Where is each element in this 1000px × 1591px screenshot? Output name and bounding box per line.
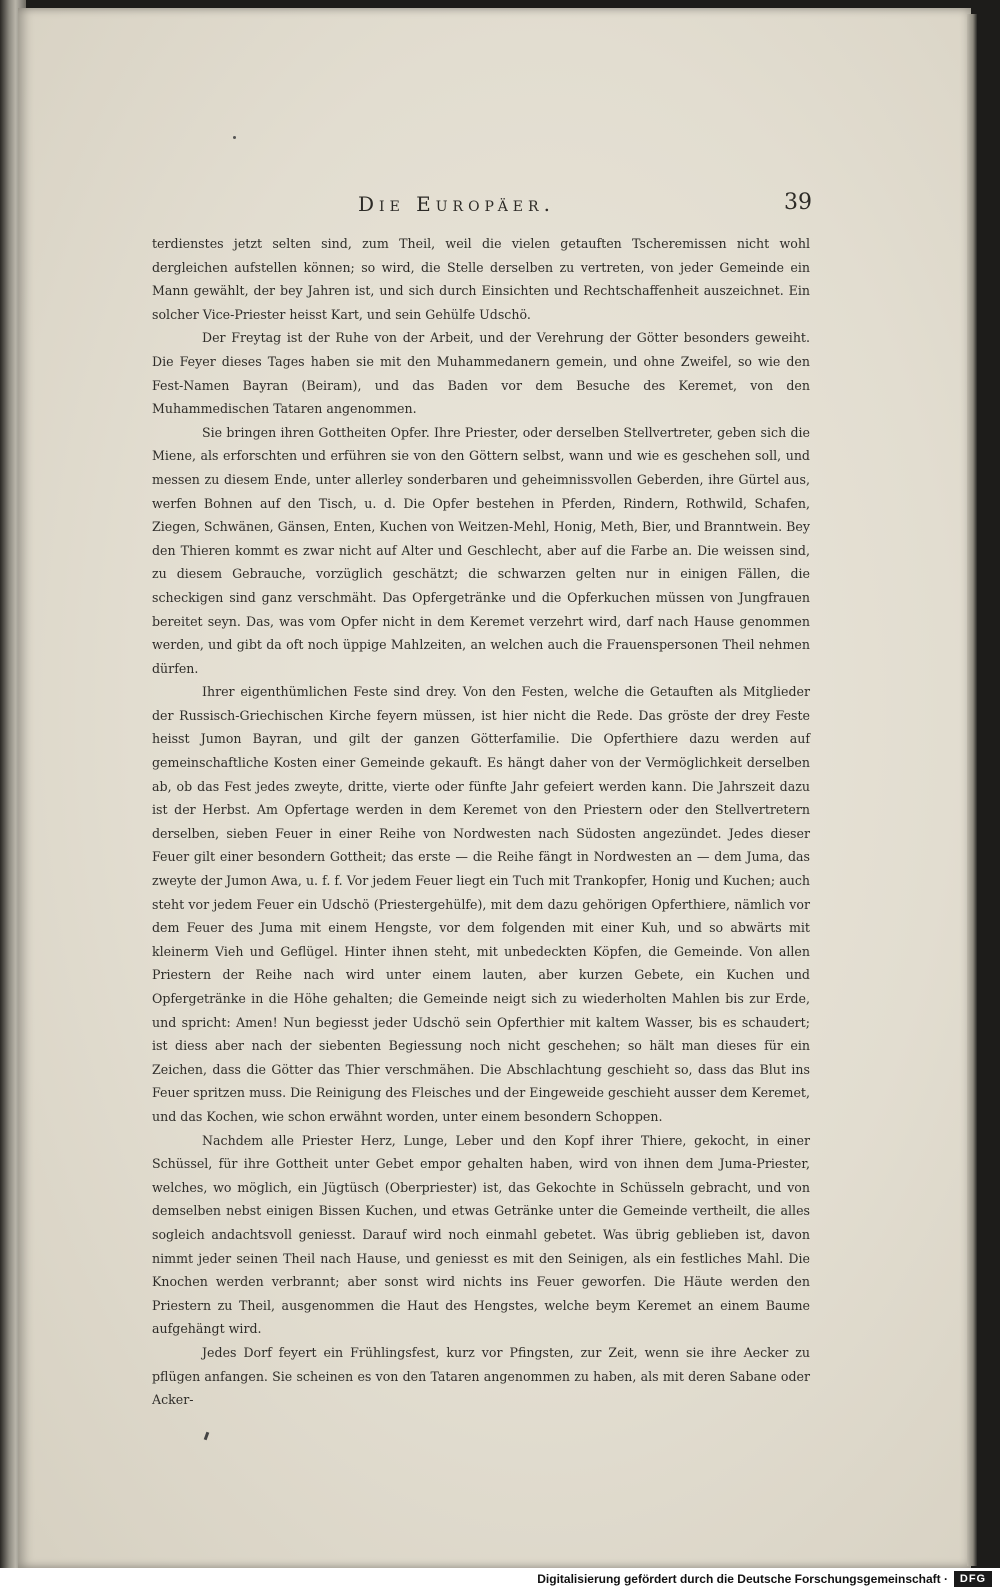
page-number: 39 <box>784 190 812 215</box>
paragraph: Sie bringen ihren Gottheiten Opfer. Ihre Priester, oder derselben Stellvertreter, geben sich die Miene, als erforschten und erführen sie von den Göttern selbst, wann und wie es geschehen soll, und messen zu diesem Ende, unter allerley sonderbaren und geheimnissvollen Geberden, ihre Gürtel aus, werfen Bohnen auf den Tisch, u. d. Die Opfer bestehen in Pferden, Rindern, Rothwild, Schafen, Ziegen, Schwänen, Gänsen, Enten, Kuchen von Weitzen-Mehl, Honig, Meth, Bier, und Branntwein. Bey den Thieren kommt es zwar nicht auf Alter und Geschlecht, aber auf die Farbe an. Die weissen sind, zu diesem Gebrauche, vorzüglich geschätzt; die schwarzen gelten nur in einigen Fällen, die scheckigen sind ganz verschmäht. Das Opfergetränke und die Opferkuchen müssen von Jungfrauen bereitet seyn. Das, was vom Opfer nicht in dem Keremet verzehrt wird, darf nach Hause genommen werden, und gibt da oft noch üppige Mahlzeiten, an welchen auch die Frauenspersonen Theil nehmen dürfen. <box>152 424 810 676</box>
ink-speck <box>233 136 236 139</box>
body-text <box>152 232 810 1408</box>
running-title: Die Europäer. <box>358 192 555 216</box>
footer-bar <box>0 1568 1000 1591</box>
paragraph: terdienstes jetzt selten sind, zum Theil, weil die vielen getauften Tscheremissen nicht wohl dergleichen aufstellen können; so wird, die Stelle derselben zu vertreten, von jeder Gemeinde ein Mann gewählt, der bey Jahren ist, und sich durch Einsichten und Rechtschaffenheit auszeichnet. Ein solcher Vice-Priester heisst Kart, und sein Gehülfe Udschö. <box>152 236 810 322</box>
paragraph: Nachdem alle Priester Herz, Lunge, Leber und den Kopf ihrer Thiere, gekocht, in einer Schüssel, für ihre Gottheit unter Gebet empor gehalten haben, wird von ihnen dem Juma-Priester, welches, wo möglich, ein Jügtüsch (Oberpriester) ist, das Gekochte in Schüsseln gebracht, und von demselben nebst einigen Bissen Kuchen, und etwas Getränke unter die Gemeinde vertheilt, die alles sogleich andachtsvoll geniesst. Darauf wird noch einmahl gebetet. Was übrig geblieben ist, davon nimmt jeder seinen Theil nach Hause, und geniesst es mit den Seinigen, als ein festliches Mahl. Die Knochen werden verbrannt; aber sonst wird nichts ins Feuer geworfen. Die Häute werden den Priestern zu Theil, ausgenommen die Haut des Hengstes, welche beym Keremet an einem Baume aufgehängt wird. <box>152 1132 810 1337</box>
page-header <box>140 192 812 222</box>
funding-credit: Digitalisierung gefördert durch die Deutsche Forschungsgemeinschaft · <box>537 1572 948 1586</box>
paragraph: Der Freytag ist der Ruhe von der Arbeit, und der Verehrung der Götter besonders geweiht. Die Feyer dieses Tages haben sie mit den Muhammedanern gemein, und ohne Zweifel, so wie den Fest-Namen Bayran (Beiram), und das Baden vor dem Besuche des Keremet, von den Muhammedischen Tataren angenommen. <box>152 330 810 417</box>
page-edge <box>967 14 977 1566</box>
paragraph: Ihrer eigenthümlichen Feste sind drey. Von den Festen, welche die Getauften als Mitglieder der Russisch-Griechischen Kirche feyern müssen, ist hier nicht die Rede. Das gröste der drey Feste heisst Jumon Bayran, und gilt der ganzen Götterfamilie. Die Opferthiere dazu werden auf gemeinschaftliche Kosten einer Gemeinde gekauft. Es hängt daher von der Vermöglichkeit derselben ab, ob das Fest jedes zweyte, dritte, vierte oder fünfte Jahr gefeiert werden kann. Die Jahrszeit dazu ist der Herbst. Am Opfertage werden in dem Keremet von den Priestern oder den Stellvertretern derselben, sieben Feuer in einer Reihe von Nordwesten nach Südosten angezündet. Jedes dieser Feuer gilt einer besondern Gottheit; das erste — die Reihe fängt in Nordwesten an — dem Juma, das zweyte der Jumon Awa, u. f. f. Vor jedem Feuer liegt ein Tuch mit Trankopfer, Honig und Kuchen; auch steht vor jedem Feuer ein Udschö (Priestergehülfe), mit dem dazu gehörigen Opferthiere, nämlich vor dem Feuer des Juma mit einem Hengste, vor dem folgenden mit einer Kuh, und so abwärts mit kleinerm Vieh und Geflügel. Hinter ihnen steht, mit unbedeckten Köpfen, die Gemeinde. Von allen Priestern der Reihe nach wird unter einem lauten, aber kurzen Gebete, ein Kuchen und Opfergetränke in die Höhe gehalten; die Gemeinde neigt sich zu wiederholten Mahlen bis zur Erde, und spricht: Amen! Nun begiesst jeder Udschö sein Opferthier mit kaltem Wasser, bis es schaudert; ist diess aber nach der siebenten Begiessung noch nicht geschehen; so hält man dieses für ein Zeichen, dass die Götter das Thier verschmähen. Die Abschlachtung geschieht so, dass das Blut ins Feuer spritzen muss. Die Reinigung des Fleisches und der Eingeweide geschieht ausser dem Keremet, und das Kochen, wie schon erwähnt worden, unter einem besondern Schoppen. <box>152 684 810 1124</box>
paragraph: Jedes Dorf feyert ein Frühlingsfest, kurz vor Pfingsten, zur Zeit, wenn sie ihre Aecker zu pflügen anfangen. Sie scheinen es von den Tataren angenommen zu haben, als mit deren Sabane oder Acker- <box>152 1344 810 1408</box>
dfg-logo: DFG <box>954 1571 992 1587</box>
